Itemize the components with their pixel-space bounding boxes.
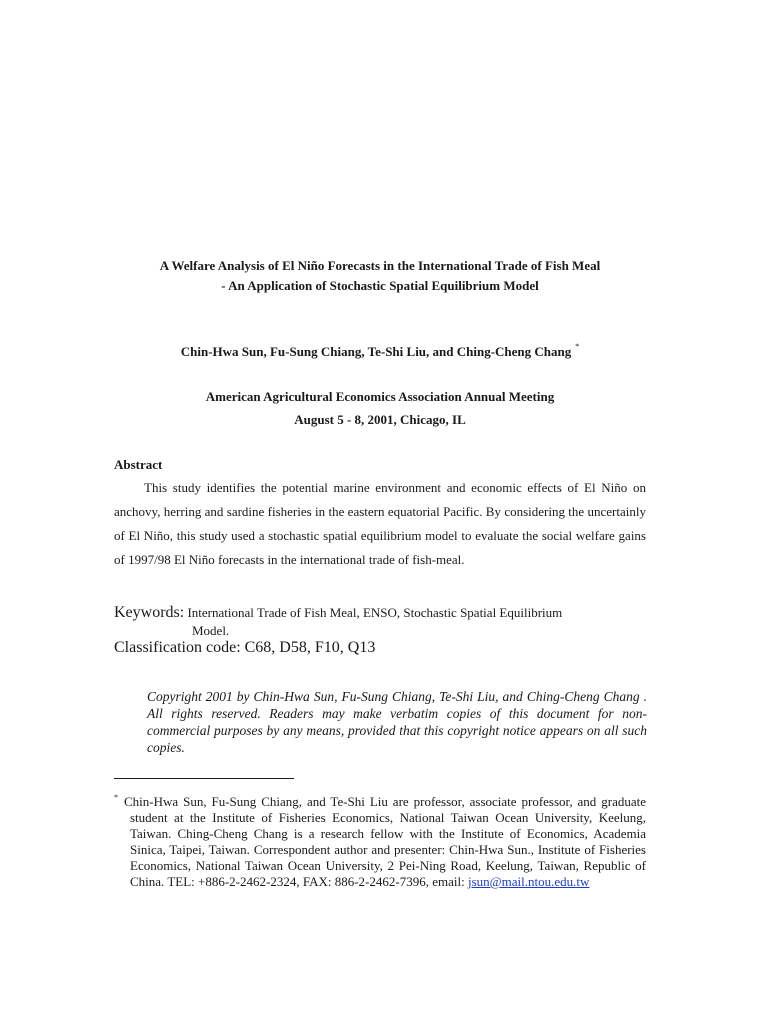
title-line-2: - An Application of Stochastic Spatial Equilibrium Model [221,278,539,293]
keywords [114,604,664,621]
footnote-divider [114,778,294,779]
title-line-1: A Welfare Analysis of El Niño Forecasts in the International Trade of Fish Meal [159,258,601,273]
footnote-marker: * [114,793,118,802]
author-footnote [114,790,646,890]
keywords-text-continued: Model. [192,623,230,638]
conference-date-place: August 5 - 8, 2001, Chicago, IL [294,412,466,427]
author-list [100,342,660,360]
conference-name: American Agricultural Economics Association Annual Meeting [205,389,555,404]
keywords-label: Keywords: [114,604,185,621]
footnote-text: Chin-Hwa Sun, Fu-Sung Chiang, and Te-Shi Liu are professor, associate professor, and graduate student at the Institute of Fisheries Economics, National Taiwan Ocean University, Keelung, Taiwan. Ching-Cheng Chang is a research fellow with the Institute of Economics, Academia Sinica, Taipei, Taiwan. Correspondent author and presenter: Chin-Hwa Sun., Institute of Fisheries Economics, National Taiwan Ocean University, 2 Pei-Ning Road, Keelung, Taiwan, Republic of China. TEL: +886-2-2462-2324, FAX: 886-2-2462-7396, email: [124,794,646,889]
classification-code: Classification code: C68, D58, F10, Q13 [114,639,376,656]
author-footnote-marker: * [575,342,580,351]
copyright-notice: Copyright 2001 by Chin-Hwa Sun, Fu-Sung Chiang, Te-Shi Liu, and Ching-Cheng Chang . All rights reserved. Readers may make verbatim copies of this document for non-commercial purposes by any means, provided that this copyright notice appears on all such copies. [147,689,647,755]
abstract-text: This study identifies the potential marine environment and economic effects of El Niño on anchovy, herring and sardine fisheries in the eastern equatorial Pacific. By considering the uncertainly of El Niño, this study used a stochastic spatial equilibrium model to evaluate the social welfare gains of 1997/98 El Niño forecasts in the international trade of fish-meal. [114,480,646,567]
email-link[interactable]: jsun@mail.ntou.edu.tw [467,874,590,889]
paper-title [100,256,660,296]
author-names: Chin-Hwa Sun, Fu-Sung Chiang, Te-Shi Liu, and Ching-Cheng Chang [180,344,572,359]
conference-info [100,385,660,431]
abstract-heading: Abstract [114,457,163,472]
keywords-text: International Trade of Fish Meal, ENSO, Stochastic Spatial Equilibrium [187,605,563,620]
